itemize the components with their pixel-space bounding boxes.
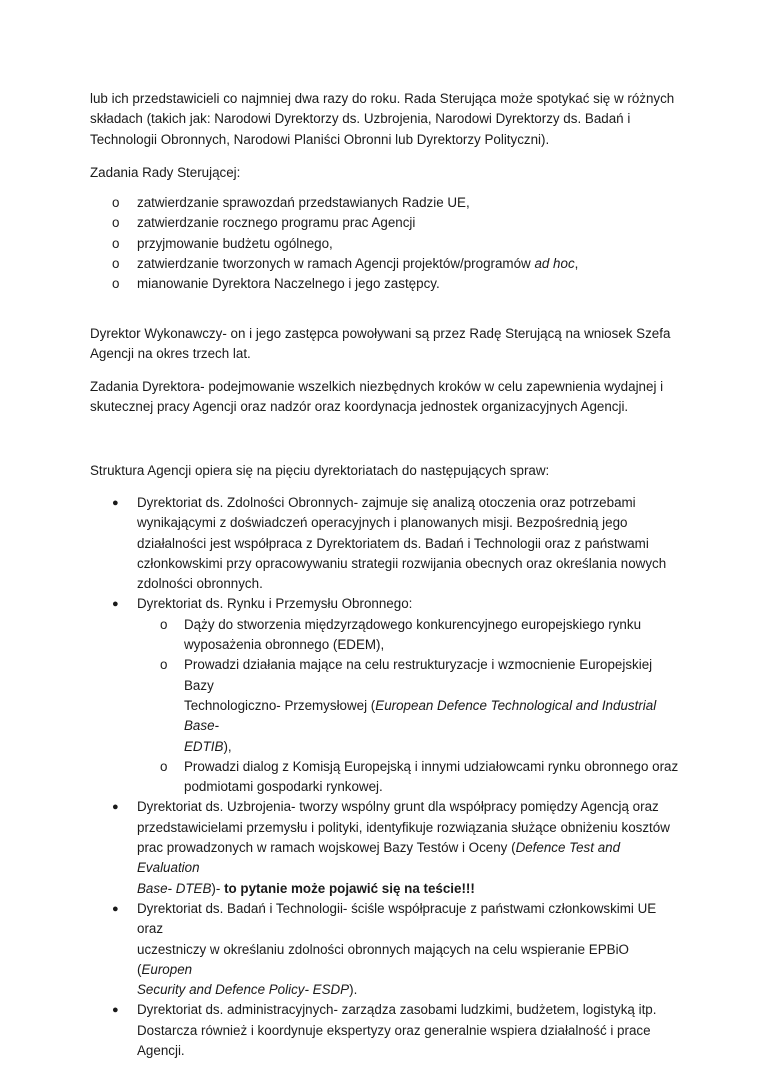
list-item: ● Dyrektoriat ds. Zdolności Obronnych- zajmuje się analizą otoczenia oraz potrzebami wynikającymi z doświadczeń operacyjnych i planowanych misji. Bezpośrednią jego działalności jest współpraca z Dyrektoriatem ds. Badań i Technologii oraz z państwami członkowskimi przy opracowywaniu strategii rozwijania obecnych oraz określania nowych zdolności obronnych.	[112, 495, 667, 592]
bullet-icon: ●	[112, 1004, 119, 1017]
list-item: ● Dyrektoriat ds. Rynku i Przemysłu Obronnego: o Dąży do stworzenia międzyrządowego konkurencyjnego europejskiego rynku wyposażenia obronnego (EDEM), o Prowadzi działania mające na celu restrukturyzacje i wzmocnienie Europejskiej Bazy Technologiczno- Przemysłowej (European Defence Technological and Industrial Base- EDTIB), o Prowadzi dialog z Komisją Europejską i innymi udziałowcami rynku obronnego oraz podmiotami gospodarki rynkowej.	[90, 594, 680, 797]
circle-bullet-icon: o	[160, 616, 168, 632]
list-item: o przyjmowanie budżetu ogólnego,	[90, 234, 680, 254]
list-item: o zatwierdzanie tworzonych w ramach Agencji projektów/programów ad hoc,	[90, 254, 680, 274]
text-line: skutecznej pracy Agencji oraz nadzór oraz koordynacja jednostek organizacyjnych Agencji.	[90, 399, 629, 415]
tasks-heading	[90, 163, 680, 183]
text-line: składach (takich jak: Narodowi Dyrektorzy ds. Uzbrojenia, Narodowi Dyrektorzy ds. Badań i	[90, 111, 631, 127]
text-line: Zadania Dyrektora- podejmowanie wszelkich niezbędnych kroków w celu zapewnienia wydajnej i	[90, 379, 664, 394]
director-tasks-paragraph	[90, 377, 680, 418]
exam-note: to pytanie może pojawić się na teście!!!	[224, 880, 475, 896]
structure-heading	[90, 461, 680, 481]
director-paragraph	[90, 324, 680, 365]
list-item: ● Dyrektoriat ds. administracyjnych- zarządza zasobami ludzkimi, budżetem, logistyką itp. Dostarcza również i koordynuje ekspertyzy oraz generalnie wspiera działalność i prace Agencji.	[112, 1002, 657, 1059]
circle-bullet-icon: o	[112, 276, 120, 292]
sub-list-item: o Prowadzi dialog z Komisją Europejską i innymi udziałowcami rynku obronnego oraz podmiotami gospodarki rynkowej.	[160, 758, 679, 795]
list-item: o zatwierdzanie rocznego programu prac Agencji	[90, 213, 680, 233]
bullet-icon: ●	[112, 497, 119, 509]
text-line: Zadania Rady Sterującej:	[90, 165, 241, 180]
text-line: Technologii Obronnych, Narodowi Planiści Obronni lub Dyrektorzy Polityczni).	[90, 131, 550, 147]
directorates-list	[90, 493, 680, 1061]
bullet-icon: ●	[112, 598, 119, 611]
sub-list-item: o Dąży do stworzenia międzyrządowego konkurencyjnego europejskiego rynku wyposażenia obronnego (EDEM),	[160, 616, 642, 653]
text-line: lub ich przedstawicieli co najmniej dwa razy do roku. Rada Sterująca może spotykać się w różnych	[90, 91, 675, 106]
bullet-icon: ●	[112, 902, 119, 915]
sub-list-item: o Prowadzi działania mające na celu restrukturyzacje i wzmocnienie Europejskiej Bazy Technologiczno- Przemysłowej (European Defence Technological and Industrial Base- EDTIB),	[160, 657, 657, 754]
sub-list	[137, 615, 680, 798]
text-line: Struktura Agencji opiera się na pięciu dyrektoriatach do następujących spraw:	[90, 463, 550, 478]
circle-bullet-icon: o	[112, 255, 120, 271]
circle-bullet-icon: o	[160, 758, 168, 774]
list-item: ● Dyrektoriat ds. Uzbrojenia- tworzy wspólny grunt dla współpracy pomiędzy Agencją oraz przedstawicielami przemysłu i polityki, identyfikuje rozwiązania służące obniżeniu kosztów prac prowadzonych w ramach wojskowej Bazy Testów i Oceny (Defence Test and Evaluation Base- DTEB)- to pytanie może pojawić się na teście!!!	[112, 799, 670, 896]
circle-bullet-icon: o	[112, 235, 120, 251]
text-line: Agencji na okres trzech lat.	[90, 346, 251, 362]
circle-bullet-icon: o	[160, 657, 168, 673]
list-item: o mianowanie Dyrektora Naczelnego i jego zastępcy.	[90, 274, 680, 294]
intro-paragraph	[90, 89, 680, 150]
text-line: Dyrektor Wykonawczy- on i jego zastępca powoływani są przez Radę Sterującą na wniosek Szefa	[90, 326, 671, 341]
circle-bullet-icon: o	[112, 195, 120, 210]
list-item: ● Dyrektoriat ds. Badań i Technologii- ściśle współpracuje z państwami członkowskimi UE oraz uczestniczy w określaniu zdolności obronnych mających na celu wspieranie EPBiO (Europen Security and Defence Policy- ESDP).	[112, 900, 657, 998]
bullet-icon: ●	[112, 801, 119, 814]
board-tasks-list	[90, 193, 680, 294]
list-item: o zatwierdzanie sprawozdań przedstawianych Radzie UE,	[90, 193, 680, 213]
circle-bullet-icon: o	[112, 215, 120, 231]
